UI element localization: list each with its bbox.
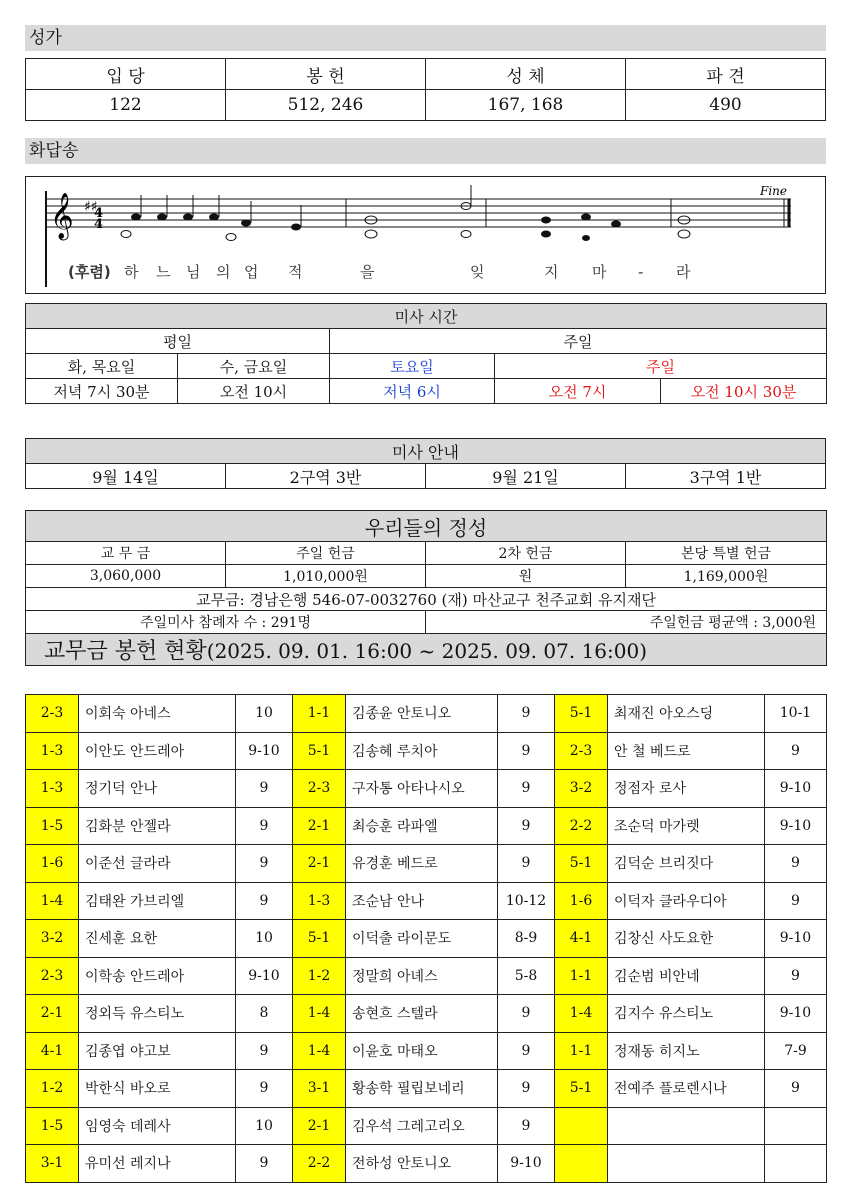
donor-zone: 2-1 [26, 995, 79, 1033]
donor-months: 9 [765, 845, 827, 883]
donor-name: 김태완 가브리엘 [79, 882, 236, 920]
offering-value-sunday: 1,010,000원 [226, 565, 426, 588]
donor-row [26, 1070, 827, 1108]
donor-months: 9-10 [765, 770, 827, 808]
offering-header-special: 본당 특별 헌금 [626, 542, 827, 565]
fine-mark: Fine [760, 184, 787, 198]
donor-zone: 2-1 [293, 1107, 346, 1145]
donor-zone: 2-2 [293, 1145, 346, 1183]
hymn-header-dismissal: 파 견 [626, 59, 826, 90]
donor-months: 9-10 [236, 957, 293, 995]
donor-months: 9 [498, 770, 555, 808]
donor-name: 김종윤 안토니오 [346, 695, 498, 733]
donor-months: 9 [498, 1107, 555, 1145]
time-tue-thu: 저녁 7시 30분 [26, 379, 178, 404]
donor-zone: 4-1 [26, 1032, 79, 1070]
donor-months [765, 1145, 827, 1183]
donor-name: 송현흐 스텔라 [346, 995, 498, 1033]
donor-zone: 1-5 [26, 807, 79, 845]
guide-group-1: 2구역 3반 [226, 464, 426, 489]
donor-months: 9 [498, 695, 555, 733]
donor-name: 김우석 그레고리오 [346, 1107, 498, 1145]
guide-date-1: 9월 14일 [26, 464, 226, 489]
donor-row [26, 1032, 827, 1070]
guide-group-2: 3구역 1반 [626, 464, 826, 489]
donor-zone: 1-5 [26, 1107, 79, 1145]
time-wed-fri: 오전 10시 [178, 379, 330, 404]
donor-name: 황송학 필립보네리 [346, 1070, 498, 1108]
hymn-value-entrance: 122 [26, 90, 226, 121]
donor-months: 9 [498, 732, 555, 770]
donor-months: 10 [236, 695, 293, 733]
donor-name: 이회숙 아네스 [79, 695, 236, 733]
donor-zone: 5-1 [293, 920, 346, 958]
donor-zone: 1-1 [555, 1032, 608, 1070]
svg-text:𝄞: 𝄞 [50, 193, 74, 239]
donor-months: 9 [236, 1032, 293, 1070]
donor-months: 7-9 [765, 1032, 827, 1070]
tithe-status-heading [26, 634, 827, 666]
donor-zone: 1-2 [293, 957, 346, 995]
donor-months: 9-10 [765, 807, 827, 845]
sunday-label: 주일 [330, 329, 827, 354]
donor-months: 9-10 [498, 1145, 555, 1183]
donor-name: 정기덕 안나 [79, 770, 236, 808]
mass-time-table [25, 303, 827, 404]
donor-name: 김화분 안젤라 [79, 807, 236, 845]
donor-zone: 1-3 [26, 732, 79, 770]
lyric-syllable: 마 [592, 263, 607, 281]
donor-zone: 5-1 [555, 695, 608, 733]
donor-months: 9 [765, 957, 827, 995]
donor-months: 8-9 [498, 920, 555, 958]
donor-row [26, 770, 827, 808]
donor-name: 이윤호 마태오 [346, 1032, 498, 1070]
donor-months: 9 [765, 732, 827, 770]
donor-months: 10-1 [765, 695, 827, 733]
donor-months: 9 [498, 1032, 555, 1070]
time-sunday-early: 오전 7시 [495, 379, 661, 404]
psalm-score [25, 176, 826, 294]
day-saturday: 토요일 [330, 354, 495, 379]
donor-name: 조순덕 마가렛 [608, 807, 765, 845]
donor-name: 최재진 아오스딩 [608, 695, 765, 733]
donor-row [26, 845, 827, 883]
donor-name: 김지수 유스티노 [608, 995, 765, 1033]
donor-name: 유경훈 베드로 [346, 845, 498, 883]
donor-name: 정외득 유스티노 [79, 995, 236, 1033]
donor-zone: 1-4 [555, 995, 608, 1033]
donor-name: 구자통 아타나시오 [346, 770, 498, 808]
donor-row [26, 1107, 827, 1145]
offering-title: 우리들의 정성 [26, 511, 827, 542]
hymn-value-communion: 167, 168 [426, 90, 626, 121]
donor-name: 임영숙 데레사 [79, 1107, 236, 1145]
donor-name: 이학송 안드레아 [79, 957, 236, 995]
day-tue-thu: 화, 목요일 [26, 354, 178, 379]
offering-table [25, 510, 827, 666]
donor-zone: 1-4 [26, 882, 79, 920]
donor-name: 정점자 로사 [608, 770, 765, 808]
donor-zone: 2-1 [293, 845, 346, 883]
donor-months: 9 [236, 882, 293, 920]
donor-table [25, 694, 827, 1183]
donor-row [26, 920, 827, 958]
donor-name: 김덕순 브리짓다 [608, 845, 765, 883]
donor-name: 정말희 아녜스 [346, 957, 498, 995]
average-offering: 주일헌금 평균액 : 3,000원 [426, 611, 827, 634]
guide-date-2: 9월 21일 [426, 464, 626, 489]
donor-zone: 1-1 [293, 695, 346, 733]
donor-months: 10 [236, 920, 293, 958]
tithe-status-title: 교무금 봉헌 현황 [44, 639, 207, 664]
donor-name: 진세훈 요한 [79, 920, 236, 958]
donor-months: 10-12 [498, 882, 555, 920]
offering-value-second: 원 [426, 565, 626, 588]
donor-zone: 1-4 [293, 1032, 346, 1070]
mass-guide-table [25, 438, 826, 489]
lyric-syllable: 하 [124, 263, 139, 281]
donor-row [26, 957, 827, 995]
donor-row [26, 995, 827, 1033]
donor-name: 김송혜 루치아 [346, 732, 498, 770]
mass-time-title: 미사 시간 [26, 304, 827, 329]
donor-name: 이준선 글라라 [79, 845, 236, 883]
donor-row [26, 695, 827, 733]
donor-zone: 2-3 [555, 732, 608, 770]
donor-zone: 1-3 [26, 770, 79, 808]
lyric-syllable: 느 [156, 263, 171, 281]
offering-value-special: 1,169,000원 [626, 565, 827, 588]
donor-months: 9 [765, 882, 827, 920]
lyric-syllable: 잊 [470, 263, 485, 281]
svg-text:4: 4 [94, 217, 104, 232]
donor-name [608, 1145, 765, 1183]
donor-zone [555, 1145, 608, 1183]
donor-name: 김종엽 야고보 [79, 1032, 236, 1070]
donor-name: 최승훈 라파엘 [346, 807, 498, 845]
donor-name: 전하성 안토니오 [346, 1145, 498, 1183]
donor-zone: 2-1 [293, 807, 346, 845]
donor-zone: 2-3 [293, 770, 346, 808]
donor-zone: 1-1 [555, 957, 608, 995]
donor-zone [555, 1107, 608, 1145]
svg-text:4: 4 [94, 206, 104, 221]
donor-months: 5-8 [498, 957, 555, 995]
donor-zone: 1-2 [26, 1070, 79, 1108]
lyric-syllable: 을 [360, 263, 375, 281]
psalm-section-title: 화답송 [25, 138, 826, 164]
donor-months: 9 [498, 807, 555, 845]
donor-zone: 3-2 [26, 920, 79, 958]
lyric-syllable: 적 [288, 263, 303, 281]
donor-zone: 1-3 [293, 882, 346, 920]
donor-zone: 2-2 [555, 807, 608, 845]
donor-name: 김창신 사도요한 [608, 920, 765, 958]
donor-months: 9 [236, 807, 293, 845]
donor-zone: 1-6 [555, 882, 608, 920]
mass-guide-title: 미사 안내 [26, 439, 826, 464]
bank-account: 교무금: 경남은행 546-07-0032760 (재) 마산교구 천주교회 유지재단 [26, 588, 827, 611]
lyric-syllable: 지 [544, 263, 559, 281]
donor-name: 전예주 플로렌시나 [608, 1070, 765, 1108]
donor-zone: 1-6 [26, 845, 79, 883]
donor-months: 9-10 [765, 920, 827, 958]
donor-name: 이안도 안드레아 [79, 732, 236, 770]
donor-name [608, 1107, 765, 1145]
donor-months: 9 [236, 1070, 293, 1108]
donor-zone: 5-1 [555, 1070, 608, 1108]
donor-name: 김순범 비안네 [608, 957, 765, 995]
hymn-section-title: 성가 [25, 25, 826, 51]
donor-name: 정재동 히지노 [608, 1032, 765, 1070]
donor-zone: 3-1 [293, 1070, 346, 1108]
donor-name: 유미선 레지나 [79, 1145, 236, 1183]
donor-zone: 2-3 [26, 957, 79, 995]
donor-months: 9 [236, 1145, 293, 1183]
donor-row [26, 882, 827, 920]
lyric-syllable: 님 [186, 263, 201, 281]
donor-months: 9 [498, 1070, 555, 1108]
hymn-value-offertory: 512, 246 [226, 90, 426, 121]
donor-zone: 5-1 [293, 732, 346, 770]
time-saturday: 저녁 6시 [330, 379, 495, 404]
donor-name: 이덕자 클라우디아 [608, 882, 765, 920]
lyric-syllable: 라 [676, 263, 691, 281]
offering-header-second: 2차 헌금 [426, 542, 626, 565]
donor-name: 안 철 베드로 [608, 732, 765, 770]
donor-zone: 3-1 [26, 1145, 79, 1183]
lyric-syllable: 의 [216, 263, 231, 281]
donor-months: 9 [236, 770, 293, 808]
offering-value-tithe: 3,060,000 [26, 565, 226, 588]
donor-months: 10 [236, 1107, 293, 1145]
donor-months: 9-10 [765, 995, 827, 1033]
time-sunday-late: 오전 10시 30분 [661, 379, 827, 404]
hymn-header-entrance: 입 당 [26, 59, 226, 90]
donor-months: 9-10 [236, 732, 293, 770]
lyric-syllable: 업 [244, 263, 259, 281]
donor-name: 이덕출 라이문도 [346, 920, 498, 958]
donor-months: 9 [498, 845, 555, 883]
weekday-label: 평일 [26, 329, 330, 354]
donor-row [26, 1145, 827, 1183]
tithe-status-period: (2025. 09. 01. 16:00 ~ 2025. 09. 07. 16:00) [206, 639, 647, 663]
donor-row [26, 732, 827, 770]
offering-header-tithe: 교 무 금 [26, 542, 226, 565]
hymn-value-dismissal: 490 [626, 90, 826, 121]
donor-months: 9 [236, 845, 293, 883]
donor-zone: 3-2 [555, 770, 608, 808]
donor-zone: 4-1 [555, 920, 608, 958]
donor-row [26, 807, 827, 845]
donor-zone: 2-3 [26, 695, 79, 733]
donor-months: 9 [498, 995, 555, 1033]
svg-text:♯♯: ♯♯ [84, 199, 98, 215]
hymn-table [25, 58, 826, 121]
attendance-count: 주일미사 참례자 수 : 291명 [26, 611, 426, 634]
day-sunday: 주일 [495, 354, 827, 379]
offering-header-sunday: 주일 헌금 [226, 542, 426, 565]
donor-name: 조순남 안나 [346, 882, 498, 920]
donor-name: 박한식 바오로 [79, 1070, 236, 1108]
donor-months: 8 [236, 995, 293, 1033]
refrain-label: (후렴) [68, 263, 111, 281]
music-staff [26, 177, 825, 293]
hymn-header-communion: 성 체 [426, 59, 626, 90]
donor-zone: 5-1 [555, 845, 608, 883]
donor-months: 9 [765, 1070, 827, 1108]
lyric-syllable: - [638, 263, 644, 281]
donor-months [765, 1107, 827, 1145]
hymn-header-offertory: 봉 헌 [226, 59, 426, 90]
day-wed-fri: 수, 금요일 [178, 354, 330, 379]
donor-zone: 1-4 [293, 995, 346, 1033]
